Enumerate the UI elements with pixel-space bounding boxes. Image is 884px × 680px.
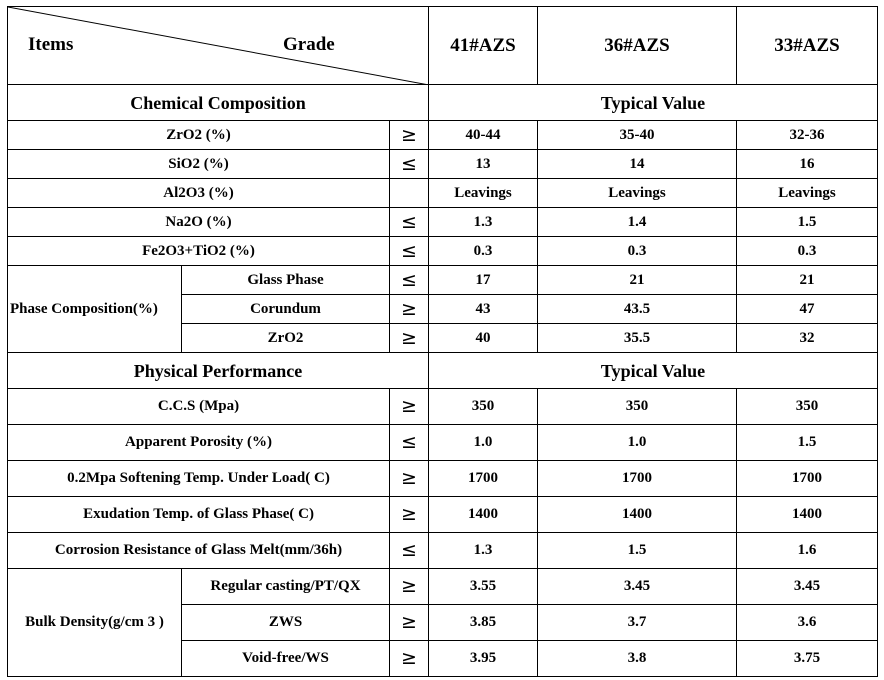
grade-header-41azs: 41#AZS [429,7,538,85]
comparison-symbol [390,179,429,208]
comparison-symbol: ≥ [390,461,429,497]
items-grade-corner-cell [8,7,429,85]
chemical-section-row [8,85,878,121]
row-label: Glass Phase [182,266,390,295]
value-cell: 0.3 [737,237,878,266]
table-row [8,389,878,425]
value-cell: Leavings [538,179,737,208]
value-cell: 350 [737,389,878,425]
value-cell: 0.3 [538,237,737,266]
physical-section-row [8,353,878,389]
header-row [8,7,878,85]
value-cell: 3.95 [429,641,538,677]
value-cell: 1700 [429,461,538,497]
table-row [8,237,878,266]
value-cell: 1.0 [429,425,538,461]
grade-label: Grade [283,34,335,55]
value-cell: 3.85 [429,605,538,641]
value-cell: 32-36 [737,121,878,150]
row-label: Fe2O3+TiO2 (%) [8,237,390,266]
chemical-typical-value-title: Typical Value [429,85,878,121]
value-cell: 47 [737,295,878,324]
physical-section-title: Physical Performance [8,353,429,389]
value-cell: 3.6 [737,605,878,641]
value-cell: 32 [737,324,878,353]
value-cell: 0.3 [429,237,538,266]
row-label: Regular casting/PT/QX [182,569,390,605]
value-cell: 43 [429,295,538,324]
value-cell: 1700 [538,461,737,497]
comparison-symbol: ≥ [390,389,429,425]
row-label: Corrosion Resistance of Glass Melt(mm/36h) [8,533,390,569]
value-cell: 1.5 [538,533,737,569]
row-label: C.C.S (Mpa) [8,389,390,425]
value-cell: 1400 [737,497,878,533]
table-row [8,121,878,150]
comparison-symbol: ≤ [390,425,429,461]
chemical-section-title: Chemical Composition [8,85,429,121]
row-label: Corundum [182,295,390,324]
value-cell: 21 [737,266,878,295]
value-cell: 3.8 [538,641,737,677]
row-label: 0.2Mpa Softening Temp. Under Load( C) [8,461,390,497]
value-cell: 16 [737,150,878,179]
items-label: Items [28,34,74,55]
table-row [8,208,878,237]
value-cell: 3.55 [429,569,538,605]
row-label: Exudation Temp. of Glass Phase( C) [8,497,390,533]
grade-header-33azs: 33#AZS [737,7,878,85]
value-cell: 13 [429,150,538,179]
value-cell: 1.3 [429,533,538,569]
value-cell: 1700 [737,461,878,497]
value-cell: 35-40 [538,121,737,150]
comparison-symbol: ≥ [390,497,429,533]
table-row [8,150,878,179]
table-row [8,266,878,295]
row-label: Na2O (%) [8,208,390,237]
value-cell: 1.5 [737,425,878,461]
table-row [8,425,878,461]
value-cell: 1.0 [538,425,737,461]
value-cell: 40 [429,324,538,353]
comparison-symbol: ≥ [390,641,429,677]
table-row [8,179,878,208]
value-cell: 43.5 [538,295,737,324]
table-row [8,461,878,497]
value-cell: 14 [538,150,737,179]
row-label: Void-free/WS [182,641,390,677]
table-row [8,533,878,569]
comparison-symbol: ≥ [390,324,429,353]
value-cell: 1.5 [737,208,878,237]
comparison-symbol: ≥ [390,121,429,150]
row-label: Al2O3 (%) [8,179,390,208]
value-cell: 350 [538,389,737,425]
comparison-symbol: ≤ [390,208,429,237]
value-cell: 1400 [429,497,538,533]
value-cell: 3.45 [737,569,878,605]
value-cell: Leavings [737,179,878,208]
comparison-symbol: ≤ [390,150,429,179]
comparison-symbol: ≤ [390,533,429,569]
value-cell: 1.4 [538,208,737,237]
value-cell: 40-44 [429,121,538,150]
row-label: ZrO2 [182,324,390,353]
row-label: ZrO2 (%) [8,121,390,150]
value-cell: Leavings [429,179,538,208]
value-cell: 1.6 [737,533,878,569]
comparison-symbol: ≥ [390,605,429,641]
phase-composition-group-label: Phase Composition(%) [8,266,182,353]
refractory-spec-table [7,6,878,677]
table-row [8,569,878,605]
row-label: Apparent Porosity (%) [8,425,390,461]
row-label: ZWS [182,605,390,641]
value-cell: 1.3 [429,208,538,237]
value-cell: 3.7 [538,605,737,641]
comparison-symbol: ≥ [390,295,429,324]
value-cell: 21 [538,266,737,295]
value-cell: 35.5 [538,324,737,353]
bulk-density-group-label: Bulk Density(g/cm 3 ) [8,569,182,677]
comparison-symbol: ≥ [390,569,429,605]
value-cell: 350 [429,389,538,425]
value-cell: 3.45 [538,569,737,605]
row-label: SiO2 (%) [8,150,390,179]
comparison-symbol: ≤ [390,237,429,266]
grade-header-36azs: 36#AZS [538,7,737,85]
value-cell: 3.75 [737,641,878,677]
comparison-symbol: ≤ [390,266,429,295]
table-row [8,497,878,533]
physical-typical-value-title: Typical Value [429,353,878,389]
value-cell: 17 [429,266,538,295]
value-cell: 1400 [538,497,737,533]
